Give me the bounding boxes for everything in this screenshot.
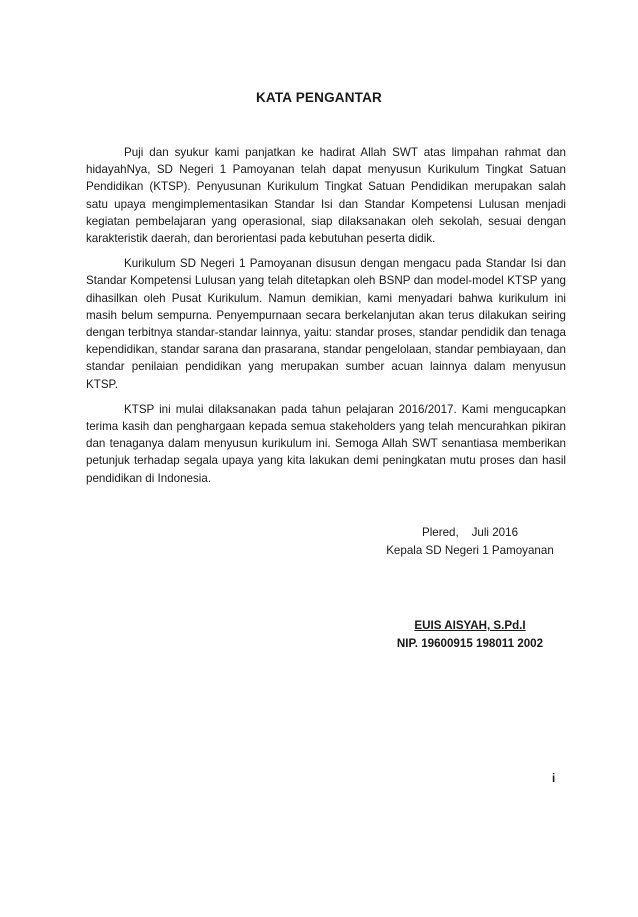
body-text <box>86 144 566 495</box>
signature-position: Kepala SD Negeri 1 Pamoyanan <box>386 543 554 557</box>
signature-place-date: Plered, Juli 2016 <box>421 526 519 539</box>
page-title: KATA PENGANTAR <box>255 90 383 105</box>
paragraph-1: Puji dan syukur kami panjatkan ke hadirat Allah SWT atas limpahan rahmat dan hidayahNya, SD Negeri 1 Pamoyanan telah dapat menyusun Kurikulum Tingkat Satuan Pendidikan (KTSP). Penyusunan Kurikulum Tingkat Satuan Pendidikan merupakan salah satu upaya mengimplementasikan Standar Isi dan Standar Kompetensi Lulusan menjadi kegiatan pembelajaran yang operasional, siap dilaksanakan oleh sekolah, sesuai dengan karakteristik daerah, dan berorientasi pada kebutuhan peserta didik. <box>86 146 566 246</box>
paragraph-2: Kurikulum SD Negeri 1 Pamoyanan disusun dengan mengacu pada Standar Isi dan Standar Kompetensi Lulusan yang telah ditetapkan oleh BSNP dan model-model KTSP yang dihasilkan oleh Pusat Kurikulum. Namun demikian, kami menyadari bahwa kurikulum ini masih belum sempurna. Penyempurnaan secara berkelanjutan akan terus dilakukan seiring dengan terbitnya standar-standar lainnya, yaitu: standar proses, standar pendidik dan tenaga kependidikan, standar sarana dan prasarana, standar pengelolaan, standar pembiayaan, dan standar penilaian pendidikan yang merupakan sumber acuan lainnya dalam menyusun KTSP. <box>86 257 566 391</box>
signature-place-block <box>360 524 580 559</box>
signatory-name: EUIS AISYAH, S.Pd.I <box>414 619 526 632</box>
signature-name-block <box>360 617 580 652</box>
signatory-nip: NIP. 19600915 198011 2002 <box>396 636 544 650</box>
page-number: i <box>552 772 556 785</box>
paragraph-3: KTSP ini mulai dilaksanakan pada tahun pelajaran 2016/2017. Kami mengucapkan terima kasih dan penghargaan kepada semua stakeholders yang telah mencurahkan pikiran dan tenaganya dalam menyusun kurikulum ini. Semoga Allah SWT senantiasa memberikan petunjuk terhadap segala upaya yang kita lakukan demi peningkatan mutu proses dan hasil pendidikan di Indonesia. <box>86 402 566 485</box>
